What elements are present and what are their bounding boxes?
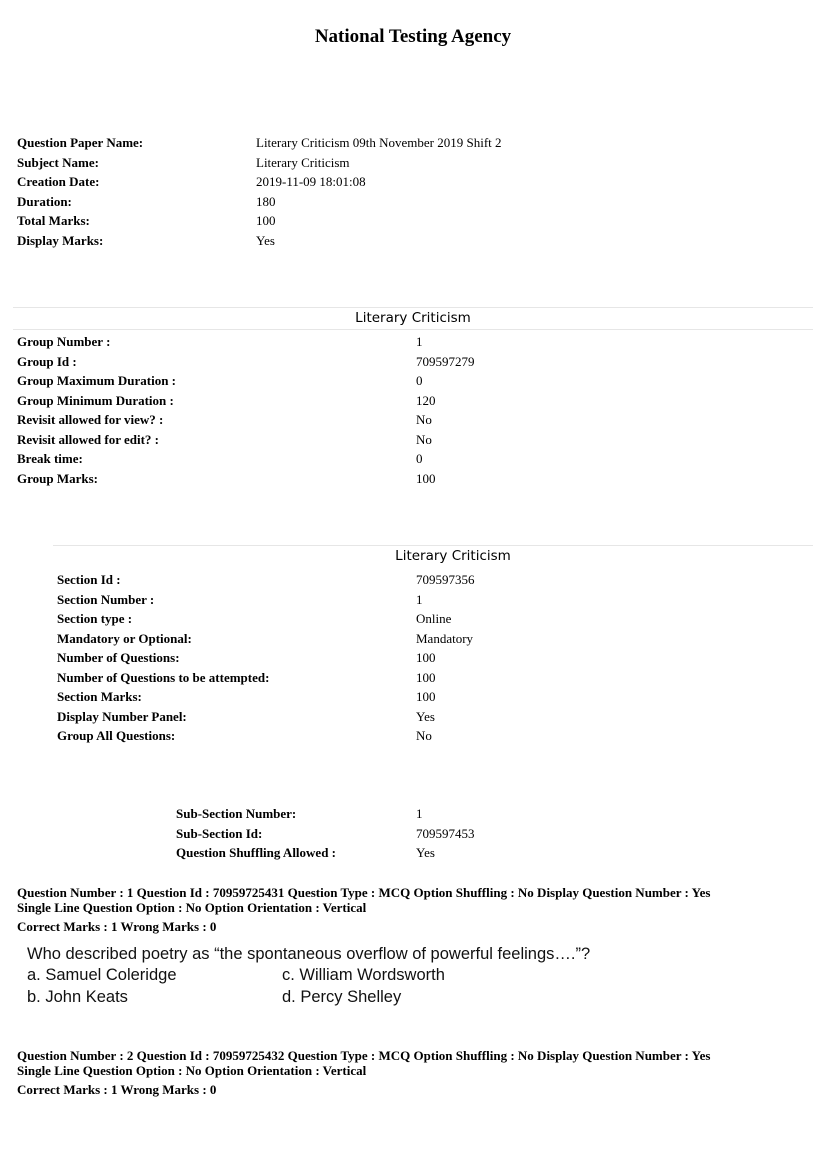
info-row [17,352,717,372]
field-label: Revisit allowed for edit? : [17,431,160,447]
field-value: Mandatory [416,630,474,646]
field-value: 100 [416,650,436,665]
section-title: Literary Criticism [395,548,511,564]
field-value: 1 [416,591,423,607]
question-1-option-b: b. John Keats [27,988,128,1006]
field-value: 100 [416,669,436,685]
group-band-top-line [13,307,813,308]
field-label: Mandatory or Optional: [57,630,192,646]
field-label: Number of Questions to be attempted: [57,669,270,685]
field-label: Duration: [17,193,72,209]
group-title: Literary Criticism [355,310,471,326]
field-label: Group Marks: [17,470,99,486]
field-label: Group Id : [17,353,77,369]
field-value: 709597453 [416,825,475,841]
group-band-bottom-line [13,329,813,330]
question-1-meta-line-2: Single Line Question Option : No Option Orientation : Vertical [17,899,367,915]
field-value: 120 [416,392,436,408]
field-value: No [416,728,432,743]
paper-info [17,133,717,250]
field-label: Break time: [17,451,83,466]
field-label: Display Marks: [17,232,104,248]
field-value: No [416,412,432,427]
page-title: National Testing Agency [314,26,512,47]
field-value: 180 [256,193,276,209]
info-row [57,648,757,668]
field-value: 709597356 [416,572,475,587]
field-value: 1 [416,334,423,349]
field-value: 100 [256,213,276,228]
info-row [176,804,676,824]
info-row [176,843,676,863]
section-band-top-line [53,545,813,546]
info-row [17,211,717,231]
info-row [57,629,757,649]
field-label: Section Marks: [57,689,142,704]
subsection-info [176,804,676,863]
info-row [17,449,717,469]
info-row [17,192,717,212]
question-1-meta: Question Number : 1 Question Id : 70959725431 Question Type : MCQ Option Shuffling : No Display Question Number : Yes [17,885,711,900]
info-row [57,726,757,746]
field-label: Total Marks: [17,213,90,228]
info-row [57,668,757,688]
field-label: Group Maximum Duration : [17,373,177,388]
field-label: Sub-Section Number: [176,806,297,821]
field-value: 709597279 [416,353,475,369]
info-row [17,332,717,352]
field-label: Group Minimum Duration : [17,392,174,408]
info-row [57,570,757,590]
info-row [17,469,717,489]
field-value: Yes [256,232,275,248]
question-2-marks: Correct Marks : 1 Wrong Marks : 0 [17,1082,217,1097]
info-row [17,231,717,251]
question-2-meta: Question Number : 2 Question Id : 70959725432 Question Type : MCQ Option Shuffling : No Display Question Number : Yes [17,1048,711,1063]
info-row [17,410,717,430]
field-value: Literary Criticism [256,154,350,170]
question-1-option-c: c. William Wordsworth [282,966,445,984]
info-row [17,153,717,173]
question-1-text: Who described poetry as “the spontaneous overflow of powerful feelings….”? [27,945,591,963]
info-row [57,687,757,707]
group-info [17,332,717,488]
info-row [176,824,676,844]
info-row [17,133,717,153]
field-label: Subject Name: [17,154,99,170]
info-row [17,172,717,192]
field-value: Yes [416,845,435,860]
field-value: 100 [416,470,436,486]
info-row [57,609,757,629]
field-value: 1 [416,806,423,821]
field-value: Literary Criticism 09th November 2019 Shift 2 [256,135,502,150]
field-label: Section Number : [57,591,155,607]
field-value: Online [416,611,452,626]
field-label: Display Number Panel: [57,708,187,724]
field-label: Section type : [57,611,133,626]
field-label: Number of Questions: [57,650,180,665]
field-label: Sub-Section Id: [176,825,263,841]
field-value: 0 [416,373,423,388]
info-row [57,590,757,610]
info-row [17,391,717,411]
info-row [17,371,717,391]
field-value: 100 [416,689,436,704]
field-label: Question Shuffling Allowed : [176,845,337,860]
info-row [17,430,717,450]
field-value: No [416,431,432,447]
field-label: Section Id : [57,572,121,587]
section-info [57,570,757,746]
field-value: 0 [416,451,423,466]
question-1-option-d: d. Percy Shelley [282,988,402,1006]
field-label: Group Number : [17,334,111,349]
field-label: Question Paper Name: [17,135,144,150]
field-label: Revisit allowed for view? : [17,412,164,427]
field-label: Creation Date: [17,174,100,189]
question-2-meta-line-2: Single Line Question Option : No Option Orientation : Vertical [17,1062,367,1078]
field-label: Group All Questions: [57,728,176,743]
info-row [57,707,757,727]
question-1-option-a: a. Samuel Coleridge [27,966,177,984]
question-1-marks: Correct Marks : 1 Wrong Marks : 0 [17,919,217,934]
field-value: Yes [416,708,435,724]
field-value: 2019-11-09 18:01:08 [256,174,366,189]
